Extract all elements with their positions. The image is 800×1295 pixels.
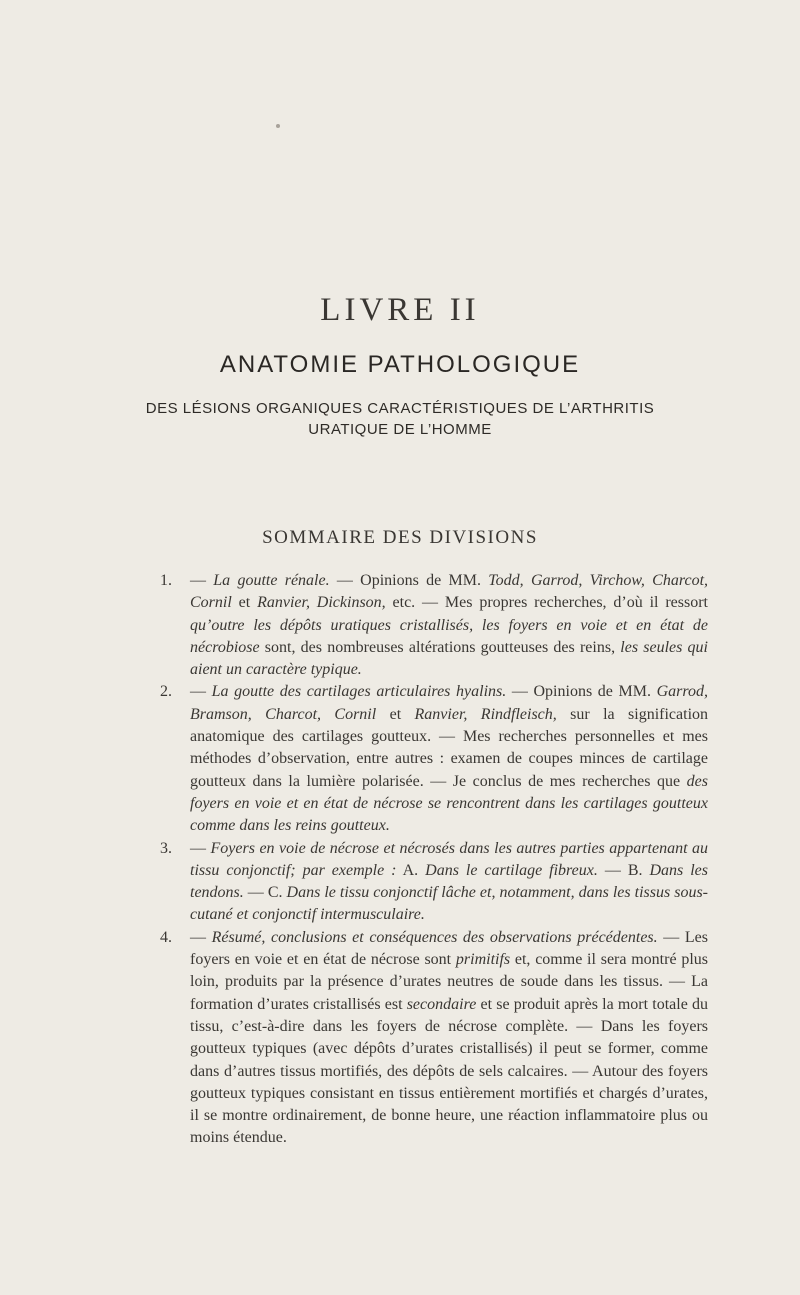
italic-text: secondaire	[406, 995, 477, 1013]
text-run: — B.	[597, 861, 650, 879]
item-number: 4.	[160, 928, 172, 946]
text-run: — C.	[243, 884, 287, 902]
text-run: et	[376, 705, 415, 723]
book-title: LIVRE II	[320, 292, 480, 328]
text-run: et, comme il sera montré plus loin, produits par la présence d’urates neutres de soude dans les tissus. — La formation d’urates cristallisés est	[190, 951, 708, 1013]
text-run: et	[231, 594, 258, 612]
item-number: 1.	[160, 572, 172, 589]
text-run: —	[190, 839, 211, 857]
summary-item	[160, 570, 708, 681]
item-text	[190, 840, 708, 924]
text-run: etc. — Mes propres recherches, d’où il ressort	[385, 594, 708, 612]
italic-text: Résumé, conclusions et conséquences des observations précédentes.	[211, 928, 658, 946]
item-text	[190, 572, 708, 678]
text-run: — Les foyers en voie et en état de nécrose sont	[190, 928, 708, 969]
italic-text: La goutte rénale.	[213, 572, 330, 589]
italic-text: des foyers en voie et en état de nécrose se rencontrent dans les cartilages goutteux comme dans les reins goutteux.	[190, 772, 708, 835]
italic-text: primitifs	[455, 951, 511, 969]
summary-item	[160, 838, 708, 927]
italic-text: Foyers en voie de nécrose et nécrosés dans les autres parties appartenant au tissu conjonctif; par exemple :	[190, 839, 709, 879]
italic-text: Dans le cartilage fibreux.	[425, 861, 598, 879]
summary-item	[160, 681, 708, 837]
text-run: sont, des nombreuses altérations goutteuses des reins,	[259, 638, 621, 656]
item-text	[190, 929, 708, 1147]
paper-speck	[276, 124, 280, 128]
text-run: sur la signification anatomique des cartilages goutteux. — Mes recherches personnelles et mes méthodes d’observation, entre autres : examen de coupes minces de cartilage goutteux dans la lumière polarisée. — Je conclus de mes recherches que	[190, 705, 709, 790]
part-title: ANATOMIE PATHOLOGIQUE	[219, 351, 581, 378]
part-subtitle	[0, 398, 800, 440]
italic-text: Dans les tendons.	[190, 861, 709, 902]
text-run: —	[190, 928, 212, 946]
italic-text: les seules qui aient un caractère typique.	[190, 638, 709, 679]
text-run: — Opinions de MM.	[329, 572, 489, 589]
italic-text: La goutte des cartilages articulaires hyalins.	[211, 683, 507, 701]
italic-text: Dans le tissu conjonctif lâche et, notamment, dans les tissus sous-cutané et conjonctif intermusculaire.	[190, 884, 709, 924]
summary-heading: SOMMAIRE DES DIVISIONS	[262, 527, 538, 548]
text-run: —	[190, 683, 212, 701]
item-text	[190, 683, 708, 834]
summary-item	[160, 927, 708, 1150]
italic-text: Ranvier, Dickinson,	[257, 594, 386, 612]
subtitle-line-1: DES LÉSIONS ORGANIQUES CARACTÉRISTIQUES DE L’ARTHRITIS	[145, 400, 655, 417]
summary-list	[160, 570, 708, 1150]
item-number: 3.	[160, 839, 172, 857]
italic-text: Ranvier, Rindfleisch,	[414, 705, 557, 723]
text-run: et se produit après la mort totale du tissu, c’est-à-dire dans les foyers de nécrose complète. — Dans les foyers goutteux typiques (avec dépôts d’urates cristallisés) il peut se former, comme dans d’autres tissus mortifiés, des dépôts de sels calcaires. — Autour des foyers goutteux typiques consistant en tissus entièrement mortifiés et chargés d’urates, il se montre ordinairement, de bonne heure, une réaction inflammatoire plus ou moins étendue.	[190, 995, 708, 1147]
item-number: 2.	[160, 683, 172, 701]
text-run: —	[190, 572, 214, 589]
italic-text: qu’outre les dépôts uratiques cristallisés, les foyers en voie et en état de nécrobiose	[190, 616, 708, 656]
text-run: A.	[396, 861, 426, 879]
italic-text: Garrod, Bramson, Charcot, Cornil	[190, 683, 709, 723]
italic-text: Todd, Garrod, Virchow, Charcot, Cornil	[190, 572, 709, 612]
subtitle-line-2: URATIQUE DE L’HOMME	[308, 421, 492, 438]
text-run: — Opinions de MM.	[506, 683, 657, 701]
